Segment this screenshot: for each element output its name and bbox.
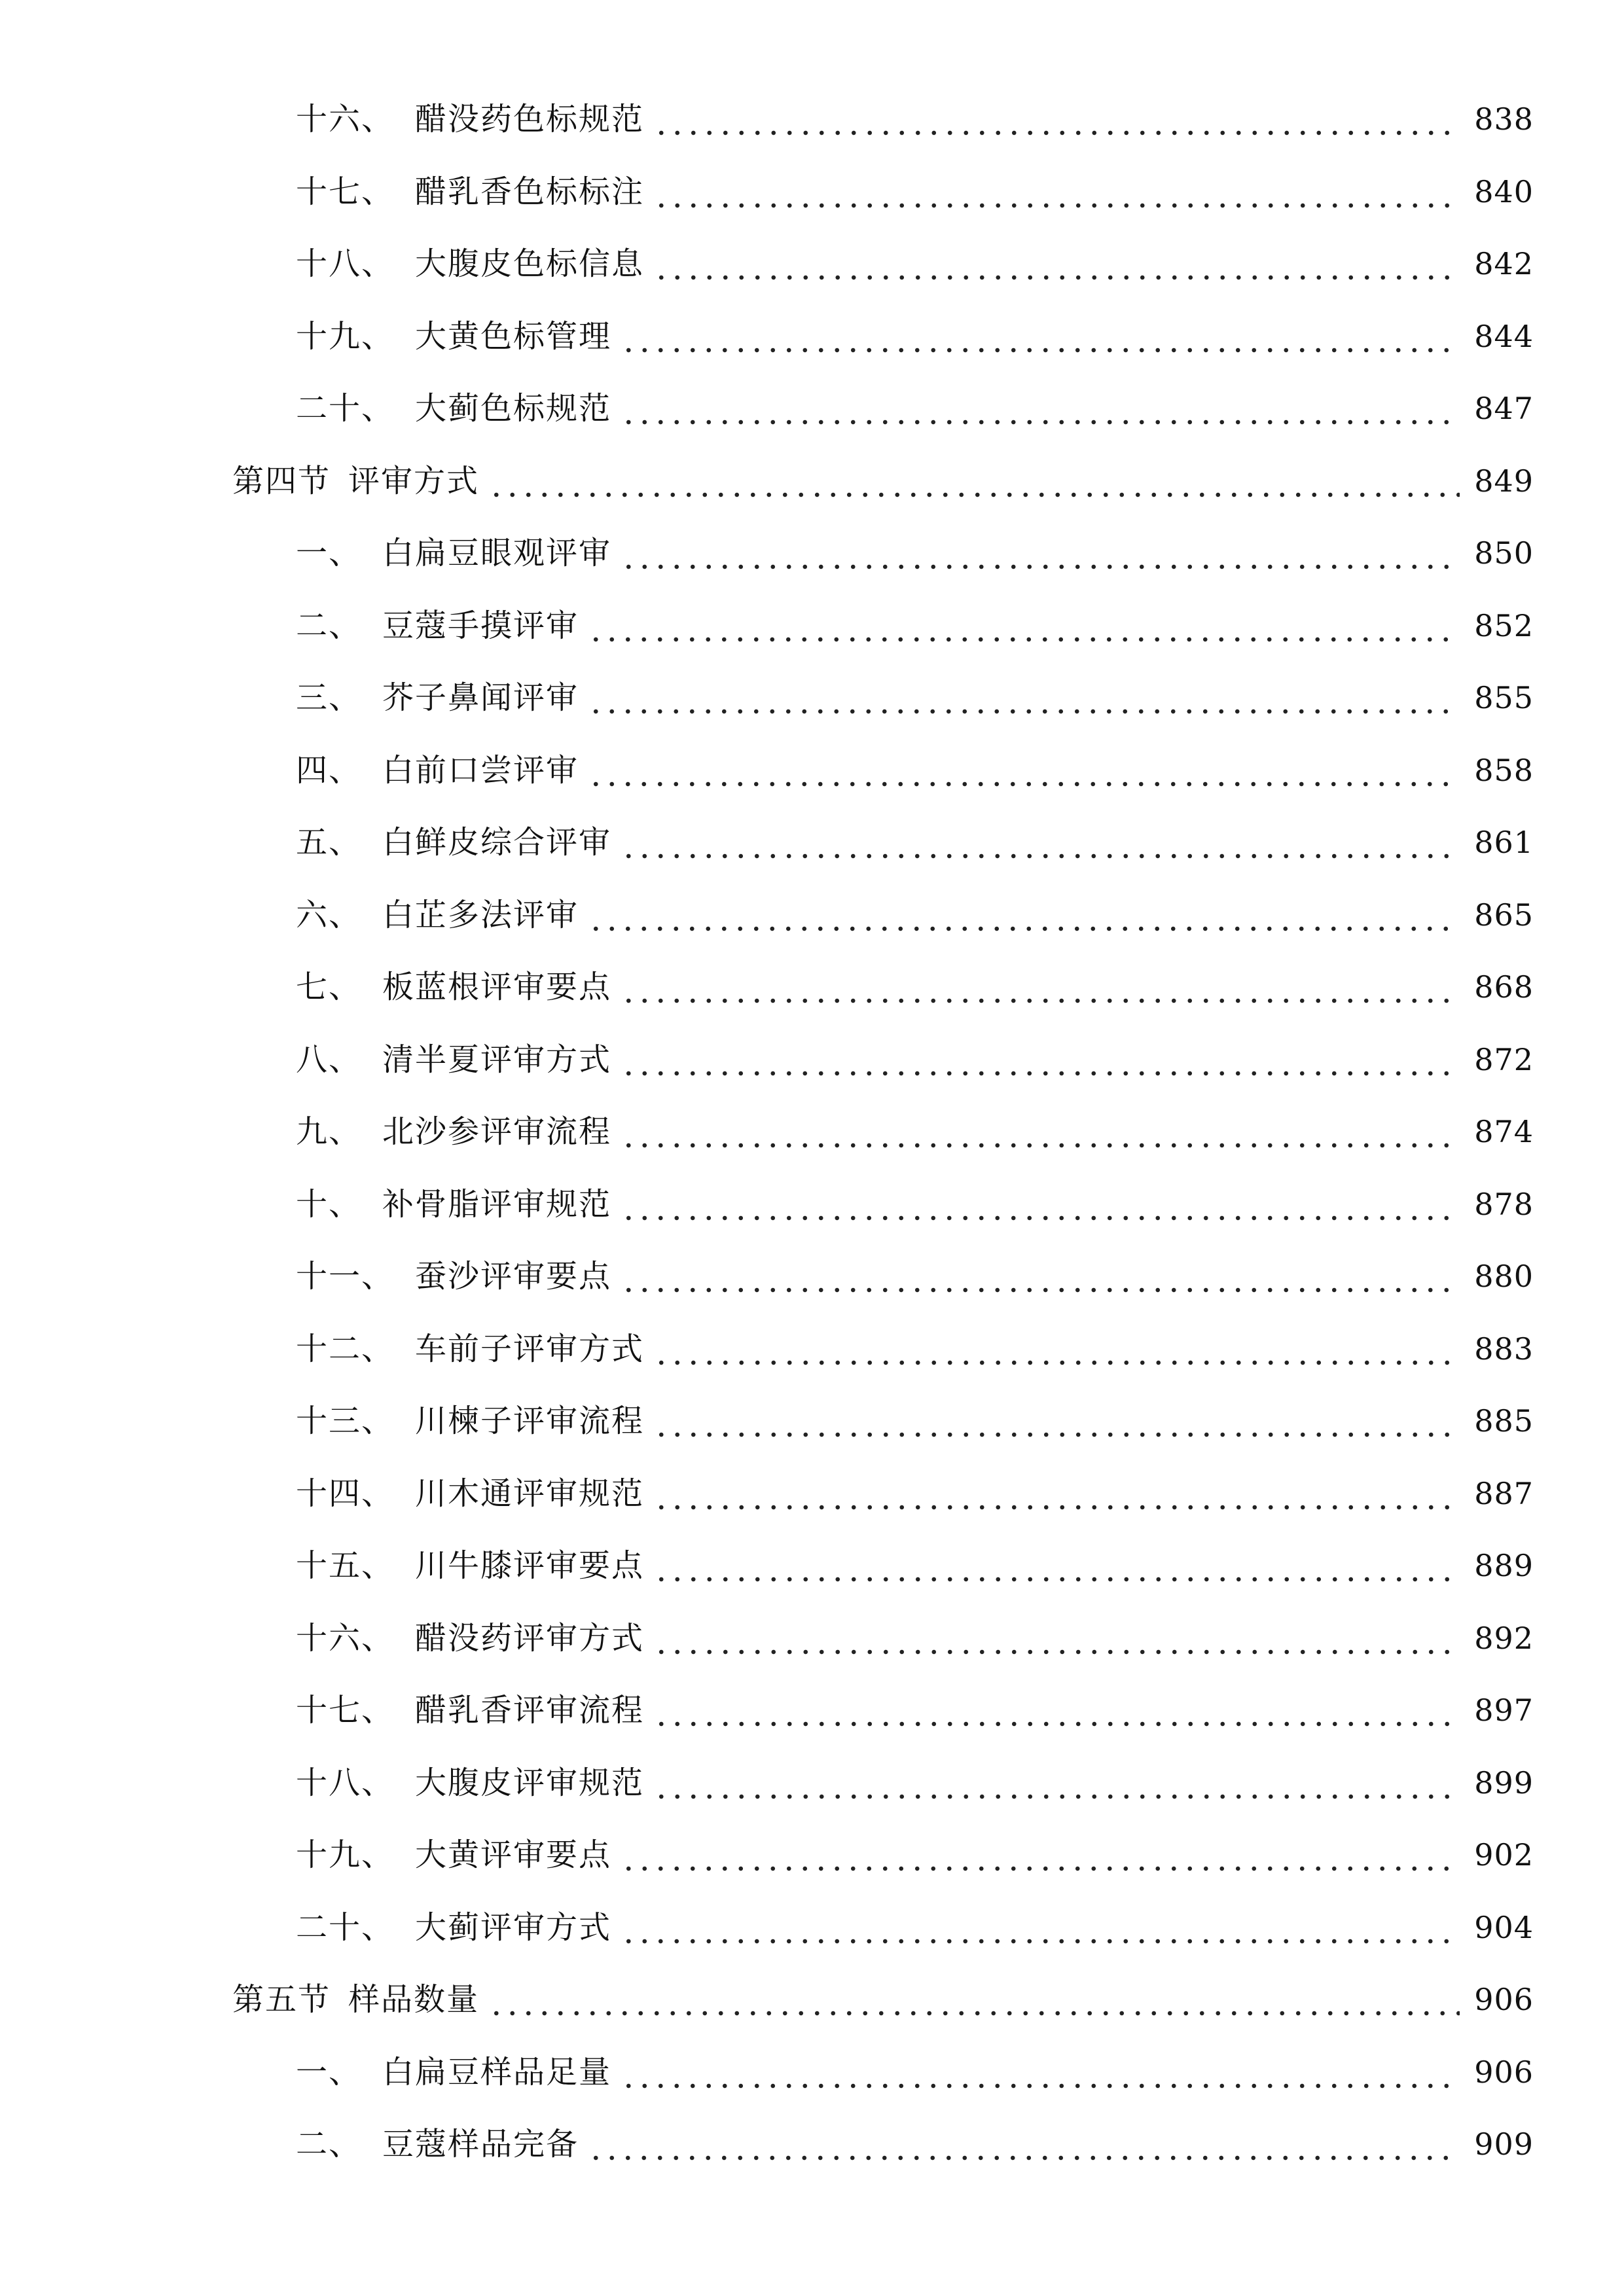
toc-entry-title: 补骨脂评审规范 xyxy=(382,1185,612,1223)
toc-entry-label xyxy=(296,2036,611,2108)
toc-entry[interactable] xyxy=(0,2036,1624,2108)
toc-entry[interactable] xyxy=(0,879,1624,951)
toc-entry-label xyxy=(296,734,579,806)
toc-dot-leader xyxy=(621,853,1460,859)
toc-entry-number: 十四、 xyxy=(296,1475,395,1512)
toc-entry-number: 十一、 xyxy=(296,1258,395,1295)
toc-dot-leader xyxy=(588,781,1460,787)
toc-entry-number: 九、 xyxy=(296,1113,362,1150)
toc-entry[interactable] xyxy=(0,300,1624,372)
toc-page-number: 874 xyxy=(1474,1114,1534,1149)
toc-entry-number: 第四节 xyxy=(232,462,331,499)
toc-dot-leader xyxy=(488,2011,1460,2016)
toc-entry-title: 评审方式 xyxy=(348,462,480,499)
toc-dot-leader xyxy=(621,564,1460,569)
toc-entry[interactable] xyxy=(0,1892,1624,1964)
toc-entry-number: 三、 xyxy=(296,679,362,716)
toc-entry[interactable] xyxy=(0,1096,1624,1168)
toc-entry[interactable] xyxy=(0,1602,1624,1674)
toc-entry[interactable] xyxy=(0,951,1624,1023)
toc-entry[interactable] xyxy=(0,1819,1624,1891)
toc-entry-label xyxy=(232,445,479,517)
toc-entry[interactable] xyxy=(0,228,1624,300)
toc-entry-number: 一、 xyxy=(296,2053,362,2090)
toc-entry[interactable] xyxy=(0,517,1624,589)
toc-dot-leader xyxy=(588,926,1460,931)
toc-dot-leader xyxy=(653,275,1460,280)
toc-entry-number: 十九、 xyxy=(296,317,395,355)
toc-page-number: 849 xyxy=(1474,463,1534,499)
toc-entry-number: 二十、 xyxy=(296,1909,395,1946)
toc-entry-label xyxy=(296,1385,644,1457)
toc-entry-title: 北沙参评审流程 xyxy=(382,1113,612,1150)
toc-page-number: 842 xyxy=(1474,246,1534,281)
toc-dot-leader xyxy=(588,637,1460,642)
toc-entry-number: 十三、 xyxy=(296,1403,395,1439)
toc-page-number: 889 xyxy=(1474,1548,1534,1583)
toc-entry-title: 川楝子评审流程 xyxy=(415,1403,645,1439)
toc-entry-title: 川牛膝评审要点 xyxy=(415,1547,645,1584)
toc-entry-title: 白鲜皮综合评审 xyxy=(382,824,612,861)
toc-entry-title: 豆蔻手摸评审 xyxy=(382,607,579,644)
toc-entry-number: 十八、 xyxy=(296,1764,395,1801)
toc-entry-label xyxy=(232,1964,479,2036)
toc-entry-number: 一、 xyxy=(296,535,362,571)
toc-entry[interactable] xyxy=(0,1385,1624,1457)
toc-entry-label xyxy=(296,517,611,589)
toc-entry-label xyxy=(296,83,644,155)
toc-entry-label xyxy=(296,879,579,951)
toc-dot-leader xyxy=(621,1071,1460,1076)
toc-entry-title: 醋没药评审方式 xyxy=(415,1619,645,1657)
toc-page-number: 902 xyxy=(1474,1837,1534,1873)
toc-entry-number: 六、 xyxy=(296,896,362,933)
toc-entry-title: 白扁豆眼观评审 xyxy=(382,535,612,571)
toc-entry-title: 大黄色标管理 xyxy=(415,317,612,355)
toc-entry-label xyxy=(296,1674,644,1746)
toc-page-number: 872 xyxy=(1474,1041,1534,1077)
toc-dot-leader xyxy=(621,1215,1460,1221)
toc-entry-title: 蚕沙评审要点 xyxy=(415,1258,612,1295)
toc-entry-label xyxy=(296,1240,611,1312)
toc-dot-leader xyxy=(653,1432,1460,1437)
toc-entry[interactable] xyxy=(0,1747,1624,1819)
toc-dot-leader xyxy=(653,203,1460,208)
toc-page-number: 899 xyxy=(1474,1765,1534,1801)
toc-dot-leader xyxy=(621,1287,1460,1293)
toc-entry-label xyxy=(296,300,611,372)
toc-entry-number: 十五、 xyxy=(296,1547,395,1584)
toc-entry-number: 四、 xyxy=(296,751,362,789)
toc-page-number: 850 xyxy=(1474,535,1534,571)
toc-entry-number: 十八、 xyxy=(296,245,395,282)
toc-entry[interactable] xyxy=(0,1674,1624,1746)
toc-page-number: 855 xyxy=(1474,680,1534,715)
toc-entry[interactable] xyxy=(0,1240,1624,1312)
toc-entry-label xyxy=(296,1747,644,1819)
toc-page-number: 906 xyxy=(1474,2054,1534,2090)
toc-entry-label xyxy=(296,1530,644,1602)
toc-entry-number: 十七、 xyxy=(296,173,395,210)
toc-entry-label xyxy=(296,1096,611,1168)
toc-entry-title: 大黄评审要点 xyxy=(415,1837,612,1873)
toc-page-number: 868 xyxy=(1474,969,1534,1005)
toc-dot-leader xyxy=(621,1939,1460,1944)
toc-entry-title: 板蓝根评审要点 xyxy=(382,969,612,1005)
toc-entry-title: 大蓟评审方式 xyxy=(415,1909,612,1946)
toc-entry-number: 二、 xyxy=(296,2126,362,2162)
toc-entry-title: 样品数量 xyxy=(348,1981,480,2018)
toc-entry-title: 醋乳香色标标注 xyxy=(415,173,645,210)
toc-entry-number: 二、 xyxy=(296,607,362,644)
toc-entry-number: 十七、 xyxy=(296,1692,395,1729)
toc-entry-title: 醋乳香评审流程 xyxy=(415,1692,645,1729)
toc-entry-title: 白芷多法评审 xyxy=(382,896,579,933)
toc-dot-leader xyxy=(653,1505,1460,1510)
toc-entry-label xyxy=(296,156,644,228)
toc-dot-leader xyxy=(621,1866,1460,1871)
toc-entry[interactable] xyxy=(0,1024,1624,1096)
toc-page-number: 878 xyxy=(1474,1186,1534,1222)
toc-page-number: 909 xyxy=(1474,2126,1534,2162)
toc-dot-leader xyxy=(488,492,1460,497)
toc-entry-label xyxy=(296,2108,579,2180)
toc-dot-leader xyxy=(653,130,1460,135)
toc-entry-number: 第五节 xyxy=(232,1981,331,2018)
toc-entry-label xyxy=(296,1892,611,1964)
toc-dot-leader xyxy=(621,1143,1460,1148)
toc-entry-number: 八、 xyxy=(296,1041,362,1078)
toc-entry-title: 白前口尝评审 xyxy=(382,751,579,789)
toc-page-number: 847 xyxy=(1474,391,1534,426)
toc-entry-label xyxy=(296,1819,611,1891)
toc-dot-leader xyxy=(621,420,1460,425)
toc-entry-title: 白扁豆样品足量 xyxy=(382,2053,612,2090)
toc-entry-title: 大腹皮评审规范 xyxy=(415,1764,645,1801)
toc-entry[interactable] xyxy=(0,734,1624,806)
toc-entry[interactable] xyxy=(0,662,1624,734)
toc-dot-leader xyxy=(653,1649,1460,1655)
toc-entry-label xyxy=(296,1602,644,1674)
toc-entry-label xyxy=(296,662,579,734)
toc-entry-title: 大腹皮色标信息 xyxy=(415,245,645,282)
toc-entry-number: 十二、 xyxy=(296,1330,395,1367)
toc-dot-leader xyxy=(653,1577,1460,1582)
toc-entry-number: 十、 xyxy=(296,1185,362,1223)
toc-entry[interactable] xyxy=(0,1168,1624,1240)
toc-entry-number: 十九、 xyxy=(296,1837,395,1873)
toc-page-number: 852 xyxy=(1474,607,1534,643)
toc-entry-title: 车前子评审方式 xyxy=(415,1330,645,1367)
toc-entry-number: 五、 xyxy=(296,824,362,861)
toc-dot-leader xyxy=(653,1721,1460,1727)
toc-entry-number: 二十、 xyxy=(296,390,395,427)
toc-entry[interactable] xyxy=(0,156,1624,228)
toc-entry-title: 大蓟色标规范 xyxy=(415,390,612,427)
toc-entry-label xyxy=(296,372,611,444)
toc-entry[interactable] xyxy=(0,1530,1624,1602)
toc-dot-leader xyxy=(621,2083,1460,2089)
toc-page-number: 838 xyxy=(1474,101,1534,137)
toc-entry[interactable] xyxy=(0,83,1624,155)
toc-dot-leader xyxy=(653,1794,1460,1799)
toc-page-number: 904 xyxy=(1474,1909,1534,1945)
toc-entry[interactable] xyxy=(0,590,1624,662)
toc-entry-label xyxy=(296,590,579,662)
toc-dot-leader xyxy=(588,2155,1460,2161)
toc-page-number: 840 xyxy=(1474,173,1534,209)
toc-dot-leader xyxy=(621,998,1460,1003)
toc-entry[interactable] xyxy=(0,1458,1624,1530)
toc-entry-label xyxy=(296,1168,611,1240)
toc-entry-number: 七、 xyxy=(296,969,362,1005)
toc-entry-label xyxy=(296,1313,644,1385)
toc-page-number: 887 xyxy=(1474,1475,1534,1511)
toc-page-number: 883 xyxy=(1474,1331,1534,1367)
toc-dot-leader xyxy=(621,348,1460,353)
toc-page-number: 885 xyxy=(1474,1403,1534,1439)
toc-page-number: 906 xyxy=(1474,1982,1534,2017)
toc-entry[interactable] xyxy=(0,2108,1624,2180)
toc-entry-label xyxy=(296,1024,611,1096)
toc-entry-title: 豆蔻样品完备 xyxy=(382,2126,579,2162)
toc-page-number: 865 xyxy=(1474,897,1534,933)
toc-entry[interactable] xyxy=(0,1313,1624,1385)
toc-entry-number: 十六、 xyxy=(296,1619,395,1657)
toc-entry-label xyxy=(296,951,611,1023)
toc-section-entry[interactable] xyxy=(0,445,1624,517)
toc-entry-title: 清半夏评审方式 xyxy=(382,1041,612,1078)
toc-dot-leader xyxy=(588,709,1460,714)
toc-entry-title: 醋没药色标规范 xyxy=(415,101,645,137)
toc-entry[interactable] xyxy=(0,372,1624,444)
toc-page-number: 897 xyxy=(1474,1693,1534,1728)
toc-entry-label xyxy=(296,806,611,878)
toc-entry-title: 芥子鼻闻评审 xyxy=(382,679,579,716)
toc-entry-number: 十六、 xyxy=(296,101,395,137)
toc-entry-label xyxy=(296,228,644,300)
toc-entry[interactable] xyxy=(0,806,1624,878)
toc-page-number: 844 xyxy=(1474,318,1534,354)
toc-page-number: 880 xyxy=(1474,1259,1534,1294)
toc-page-number: 858 xyxy=(1474,752,1534,788)
toc-entry-label xyxy=(296,1458,644,1530)
toc-dot-leader xyxy=(653,1360,1460,1365)
toc-page-number: 861 xyxy=(1474,825,1534,860)
toc-page-number: 892 xyxy=(1474,1620,1534,1656)
toc-section-entry[interactable] xyxy=(0,1964,1624,2036)
toc-entry-title: 川木通评审规范 xyxy=(415,1475,645,1512)
